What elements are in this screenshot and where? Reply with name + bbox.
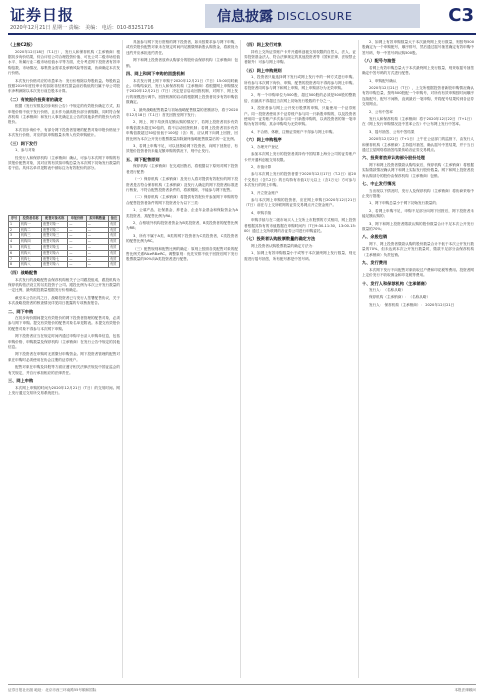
paragraph: 1、如网上有效申购数量小于或等于本次最终网上发行数量，则无需进行摇号抽签，所有配号都是中签号码。 xyxy=(244,251,356,261)
section-heading: （七）投资者认购股票数量的确定方法 xyxy=(244,236,316,242)
table-cell: — xyxy=(68,256,87,262)
article-column-4 xyxy=(362,40,474,678)
paragraph: 2、每一个申购单位为500股，超过500股的必须是500股的整数倍，但最高不得超过当次网上初始发行股数的千分之一。 xyxy=(244,93,356,103)
section-heading: 九、发行费用 xyxy=(362,260,388,266)
article-column-2 xyxy=(126,40,238,678)
paragraph: 3、若网上申购不足，可以回拨给网下投资者，向网下回拨后，有效报价投资者仍未能足额申购的情况下，则中止发行。 xyxy=(126,144,238,154)
table-cell: 机构七 xyxy=(20,256,42,262)
table-header-row xyxy=(9,216,120,222)
section-heading: （三）网下发行 xyxy=(8,140,38,146)
table-cell: 有效 xyxy=(108,262,119,268)
column-divider xyxy=(122,40,123,678)
paragraph: 发行人：（名称从略） xyxy=(369,288,405,292)
table-cell: — xyxy=(68,227,87,233)
paragraph: 1、最终战略配售数量与初始战略配售数量的差额部分，将于2020年12月18日（T-1日）首先回拨至网下发行； xyxy=(126,107,238,117)
paragraph: 参与本次网上发行的投资者需于2020年12月17日（T-2日）前20个交易日（含T-2日）的日均持有市值1万元以上（含1万元）方可参与本次发行的网上申购。 xyxy=(244,172,356,188)
table-cell: — xyxy=(86,250,108,256)
paragraph: 2020年12月21日（T日），上交所根据投资者新股申购情况确认有效申购总量，按每500股配一个申购号，对所有有效申购按时间顺序连续配号，配号不间断，直到最后一笔申购，并将配号结果传到各证券交易网点。 xyxy=(362,85,474,107)
paragraph: 本次网上申购的时间为2020年12月21日（T日）的交易时间。网上发行通过交易所交易系统进行。 xyxy=(8,385,120,395)
paragraph: （三）配售规则和配售比例的确定：原则上按照各类配售对象的配售比例关系RA≥RB≥RC。调整原则：优先安排不低于回拨后网下发行股票数量的50%向A类投资者进行配售。 xyxy=(126,246,238,262)
paragraph: 1、办理开户登记 xyxy=(251,144,279,149)
paragraph: 1、公募产品、社保基金、养老金、企业年金基金和保险资金为A类投资者，其配售比例为RA； xyxy=(126,208,238,218)
paragraph: 发行人和保荐机构（主承销商）将于2020年12月22日（T+1日）在《网上发行申购情况及中签率公告》中公布网上发行中签率。 xyxy=(362,116,474,127)
column-divider xyxy=(240,40,241,678)
paragraph: 2、若网上申购不足，申购不足部分向网下回拨后，网下投资者未能足额认购的； xyxy=(362,208,474,219)
article-column-1-continued xyxy=(8,268,120,678)
table-cell: 6 xyxy=(9,250,20,256)
paragraph: 2、如网上有效申购数量大于本次最终网上发行数量，则按每500股确定为一个申购配号，顺序排号，然后通过摇号抽签确定有效申购中签号码，每一中签号码认购500股。 xyxy=(362,40,474,55)
bidder-table xyxy=(8,215,120,268)
paragraph: （一）保荐机构（主承销商）及发行人将对提供有效报价的网下投资者是否符合保荐机构（主承销商）及发行人确定的网下投资者标准进行核查，不符合配售投资者条件的，将被剔除，不能参与网下配售。 xyxy=(126,177,238,192)
paragraph: 2020年12月18日（T-1日），发行人和保荐机构（主承销商）根据初步询价结果，综合评估公司合理投资价值、可比公司二级市场估值水平、所属行业二级市场估值水平等方面，充分考虑网下投资者有效申购倍数、市场情况、募集资金需求及承销风险等因素，协商确定本次发行价格。 xyxy=(8,49,120,76)
paragraph: 参与本次网上申购的投资者，应在网上申购日2020年12月21日（T日）前在与上交所联网的证券交易网点开立资金账户。 xyxy=(244,198,356,208)
paragraph: 申购手续与在二级市场买入上交所上市股票的方式相同，网上投资者根据其持有的市值数据在申购时间内（T日9:30-11:30，13:00-15:00）通过上交所联网的各证券公司进行申购委托。 xyxy=(244,218,356,234)
paragraph: 3、开立资金账户 xyxy=(251,190,279,195)
table-cell: 机构二 xyxy=(20,227,42,233)
section-heading: 八、余股包销 xyxy=(362,234,388,240)
paragraph: 2、合格境外机构投资者资金为B类投资者，B类投资者的配售比例为RB； xyxy=(126,220,238,231)
table-header-cell: 序号 xyxy=(9,216,20,222)
table-cell: 配售对象一 xyxy=(42,221,68,227)
table-cell: 2 xyxy=(9,227,20,233)
paragraph: 若网上有效申购总量大于本次最终网上发行数量，则采取摇号抽签确定中签号码的方式进行配售。 xyxy=(362,65,474,76)
paragraph: 本次网下发行不向配售对象收取过户费和印花税等费用。投资者网上定价发行不收取佣金和印花税等费用。 xyxy=(362,267,474,278)
paragraph: 1、网下申购总量小于网下初始发行数量的； xyxy=(369,201,440,206)
paragraph: 2、市值计算 xyxy=(251,165,272,169)
table-cell: — xyxy=(86,256,108,262)
section-heading: （八）配号与抽签 xyxy=(362,58,396,64)
section-heading: （四）战略配售 xyxy=(8,270,38,275)
section-heading: （五）网上申购规则 xyxy=(244,67,282,73)
table-cell: 配售对象四 xyxy=(42,239,68,245)
table-row xyxy=(9,262,120,268)
section-heading: 六、投资者放弃认购部分股份处理 xyxy=(362,155,425,161)
paragraph: 发行人： 保荐机构（主承销商）： 2020年12月21日 xyxy=(369,302,455,307)
paragraph: 具备参与网下发行资格的网下投资者，如未按要求参与网下申购，或有效报价配售对象未在规定时间内足额缴纳新股认购资金，将被视为违约并应承担违约责任。 xyxy=(126,40,238,55)
paragraph: 4、申购手续 xyxy=(251,210,272,215)
table-cell: 配售对象五 xyxy=(42,244,68,250)
paragraph: 1、投资者只能选择网下发行或网上发行中的一种方式进行申购。所有参与本次网下询价、申购、配售的投资者均不得再参与网上申购。若投资者同时参与网下和网上申购，网上申购部分为无效申购。 xyxy=(244,75,356,91)
table-cell: 机构一 xyxy=(20,221,42,227)
table-cell: 有效 xyxy=(108,233,119,239)
paragraph: 网下投资者在申购时无需缴付申购资金。网下投资者管理的配售对象在申购时必须使用在协会注册的证券账户。 xyxy=(8,352,120,362)
table-header-cell: 备注 xyxy=(108,216,119,222)
table-cell: 7 xyxy=(9,256,20,262)
table-cell: — xyxy=(68,250,87,256)
table-cell: 5 xyxy=(9,244,20,250)
section-heading: 十、发行人和保荐机构（主承销商） xyxy=(362,280,430,286)
section-banner xyxy=(205,4,420,28)
paragraph: 2、公布中签率 xyxy=(369,109,393,114)
table-cell: 配售对象三 xyxy=(42,233,68,239)
table-cell: 机构八 xyxy=(20,262,42,268)
table-cell: 有效 xyxy=(108,221,119,227)
issue-meta: 2020年12月21日 星期一 责编： 美编： 电话：010-83251716 xyxy=(10,25,154,31)
section-heading: 七、中止发行情况 xyxy=(362,181,396,187)
table-cell: 3 xyxy=(9,233,20,239)
table-cell: — xyxy=(68,233,87,239)
table-cell: 8 xyxy=(9,262,20,268)
paragraph: 参加本次网上发行的投资者须持有中国结算上海分公司的证券账户卡并开通科创板交易权限。 xyxy=(244,152,356,162)
paragraph: 本次初步询价中，有部分网下投资者管理的配售对象申报价格低于本次发行价格，对应的拟申购数量未纳入有效申购统计。 xyxy=(8,127,120,138)
paragraph: 本次发行价格对应的市盈率为：发行价格除以每股收益。每股收益按照2019年度经审计的扣除非经常性损益前后孰低的归属于母公司股东净利润除以本次发行前总股本计算。 xyxy=(8,78,120,94)
section-heading: （六）网上申购程序 xyxy=(244,137,282,143)
section-heading: 二、网下申购 xyxy=(8,308,34,314)
section-heading: （四）网上发行对象 xyxy=(244,42,282,47)
newspaper-logo: 证券日报 xyxy=(10,6,75,24)
paragraph: 3、网下和网上投资者缴款认购的股份数量合计不足本次公开发行数量的70%； xyxy=(362,221,474,232)
paragraph: 当出现以下情况时，发行人及保荐机构（主承销商）将协商采取中止发行措施： xyxy=(362,188,474,199)
paragraph: 2、网上、网下均获得足额认购的情况下，若网上投资者初步有效申购倍数未超过50倍的，将不启动回拨机制；若网上投资者初步有效申购倍数超过50倍但低于100倍（含）的，应从网下向网上回拨，回拨比例为本次公开发行股票数量扣除最终战略配售数量后的一定比例。 xyxy=(126,120,238,141)
section-title-en: DISCLOSURE xyxy=(277,9,353,23)
table-cell: — xyxy=(86,244,108,250)
table-cell: — xyxy=(86,233,108,239)
footer-legal: 本报法律顾问 xyxy=(454,688,476,692)
table-cell: — xyxy=(86,262,108,268)
section-heading: 三、网上申购 xyxy=(8,378,34,384)
column-divider xyxy=(358,40,359,678)
paragraph: 网下和网上投资者缴款认购结束后，保荐机构（主承销商）将根据实际缴款情况确认网下和网上实际发行股份数量。网下和网上投资者放弃认购部分的股份由保荐机构（主承销商）包销。 xyxy=(362,162,474,178)
paragraph: 1、申购配号确认 xyxy=(369,78,397,83)
table-cell: 配售对象二 xyxy=(42,227,68,233)
paragraph: 网下、网上投资者缴款认购的股份数量合计不低于本次公开发行数量的70%，但未达到本次公开发行数量时，缴款不足部分由保荐机构（主承销商）负责包销。 xyxy=(362,241,474,257)
paragraph: 持有上交所证券账户卡并开通科创板交易权限的自然人、法人、证券投资基金法人、符合法律规定的其他投资者等（国家法律、法规禁止者除外）可参与网上申购。 xyxy=(244,49,356,65)
table-header-cell: 配售对象名称 xyxy=(42,216,68,222)
table-cell: — xyxy=(86,227,108,233)
table-cell: 4 xyxy=(9,239,20,245)
section-heading: （二）有效报价投资者的确定 xyxy=(8,96,63,102)
paragraph: 4、不合格、休眠、注销证券账户不得参与网上申购。 xyxy=(251,129,336,134)
paragraph: 网下投资者应当在规定时间内通过申购平台录入申购单信息，包括申购价格、申购数量及保荐机构（主承销商）在发行公告中规定的其他信息。 xyxy=(8,334,120,350)
paragraph: 截至本公告出具之日，战略投资者已与发行人签署配售协议，关于本次战略投资者的核查情况详见同日披露的专项核查报告。 xyxy=(8,295,120,306)
table-cell: — xyxy=(86,221,108,227)
paragraph: 1、参与对象 xyxy=(15,148,36,153)
paragraph: 本次发行网上网下申购于2020年12月21日（T日）15:00同时截止。申购结束后，发行人和保荐机构（主承销商）将根据网上申购情况于2020年12月21日（T日）决定是否启动回拨机制，对网下、网上发行的规模进行调节。回拨机制的启动将根据网上投资者初步有效申购倍数确定。 xyxy=(126,78,238,105)
paragraph: 在初步询价期间提交有效报价的网下投资者管理的配售对象，必须参与网下申购。提交有效报价的配售对象名单见附表。未提交有效报价的配售对象不得参与本次网下申购。 xyxy=(8,316,120,331)
footer-publisher: 证券日报社出版 地址：北京市西三环南路55号顺和国际 xyxy=(8,688,97,692)
table-cell: — xyxy=(68,239,87,245)
table-cell: 有效 xyxy=(108,256,119,262)
table-cell: 有效 xyxy=(108,250,119,256)
table-header-cell: 申报价格 xyxy=(68,216,87,222)
header-rule xyxy=(8,33,476,35)
table-cell: 有效 xyxy=(108,244,119,250)
paragraph: 网上投资者认购股票数量的确定方法为： xyxy=(251,243,316,248)
section-heading: （上接C2版） xyxy=(8,42,35,47)
paragraph: 经发行人和保荐机构（主承销商）确认，可参与本次网下申购的有效报价配售对象，其对应的有效拟申购总量为本次网下初始发行数量的若干倍。具体名单详见附表中被标注为有效报价的部分。 xyxy=(8,155,120,171)
table-cell: 有效 xyxy=(108,239,119,245)
table-cell: 有效 xyxy=(108,227,119,233)
table-header-cell: 投资者名称 xyxy=(20,216,42,222)
paragraph: 2020年12月22日（T+1日）上午在公证部门的监督下，由发行人和保荐机构（主承销商）主持摇号抽签，确认摇号中签结果，并于当日通过卫星网络将抽签结果传给各证券交易网点。 xyxy=(362,137,474,152)
paragraph: 3、摇号抽签、公布中签结果 xyxy=(369,129,415,134)
paragraph: 3、所有不属于A类、B类的网下投资者为C类投资者，C类投资者的配售比例为RC。 xyxy=(126,233,238,244)
table-cell: 配售对象八 xyxy=(42,262,68,268)
article-column-3 xyxy=(244,40,356,678)
paragraph: 3、投资者参与网上公开发行股票的申购，只能使用一个证券账户。同一投资者使用多个证券账户参与同一只新股申购的，以及投资者使用同一证券账户多次参与同一只新股申购的，以该投资者的第一笔申购为有效申购，其余申购均为无效申购。 xyxy=(244,106,356,127)
table-cell: 配售对象七 xyxy=(42,256,68,262)
table-cell: 配售对象六 xyxy=(42,250,68,256)
article-column-1 xyxy=(8,40,120,212)
paragraph: 配售对象在申购及持股等方面应遵守相关法律法规及中国证监会的有关规定，并自行承担相应的法律责任。 xyxy=(8,365,120,375)
page-footer xyxy=(8,684,476,692)
table-header-cell: 拟申购数量 xyxy=(86,216,108,222)
table-cell: — xyxy=(86,239,108,245)
table-cell: 机构三 xyxy=(20,233,42,239)
paragraph: 根据《发行安排及初步询价公告》中规定的有效报价确定方式，拟申报价格不低于发行价格，且未作为最高报价部分被剔除，同时符合保荐机构（主承销商）和发行人事先确定且公告的其他条件的报价为有效报价。 xyxy=(8,104,120,125)
table-cell: 机构五 xyxy=(20,244,42,250)
paragraph: 保荐机构（主承销商）在完成回拨后，将根据以下原则对网下投资者进行配售： xyxy=(126,164,238,174)
paragraph: （二）保荐机构（主承销商）将提供有效报价并参加网下申购的符合配售投资者条件的网下投资者分为以下三类： xyxy=(126,195,238,205)
table-cell: — xyxy=(68,221,87,227)
section-heading: 五、网下配售原则 xyxy=(126,156,160,162)
table-cell: 1 xyxy=(9,221,20,227)
paragraph: 本次发行的战略配售由保荐机构相关子公司跟投组成，跟投机构为保荐机构依法设立的另类投资子公司。跟投比例为本次公开发行数量的一定比例，最终跟投数量根据发行价格确定。 xyxy=(8,277,120,293)
paragraph: 保荐机构（主承销商）：（名称从略） xyxy=(369,295,431,300)
table-cell: — xyxy=(68,262,87,268)
paragraph: 网下和网上投资者放弃认购部分的股份由保荐机构（主承销商）包销。 xyxy=(126,58,238,68)
table-cell: 机构四 xyxy=(20,239,42,245)
table-cell: 机构六 xyxy=(20,250,42,256)
table-cell: — xyxy=(68,244,87,250)
section-heading: 四、网上和网下申购的回拨机制 xyxy=(126,71,185,77)
section-title-zh: 信息披露 xyxy=(217,9,273,25)
page-number: C3 xyxy=(448,5,474,26)
